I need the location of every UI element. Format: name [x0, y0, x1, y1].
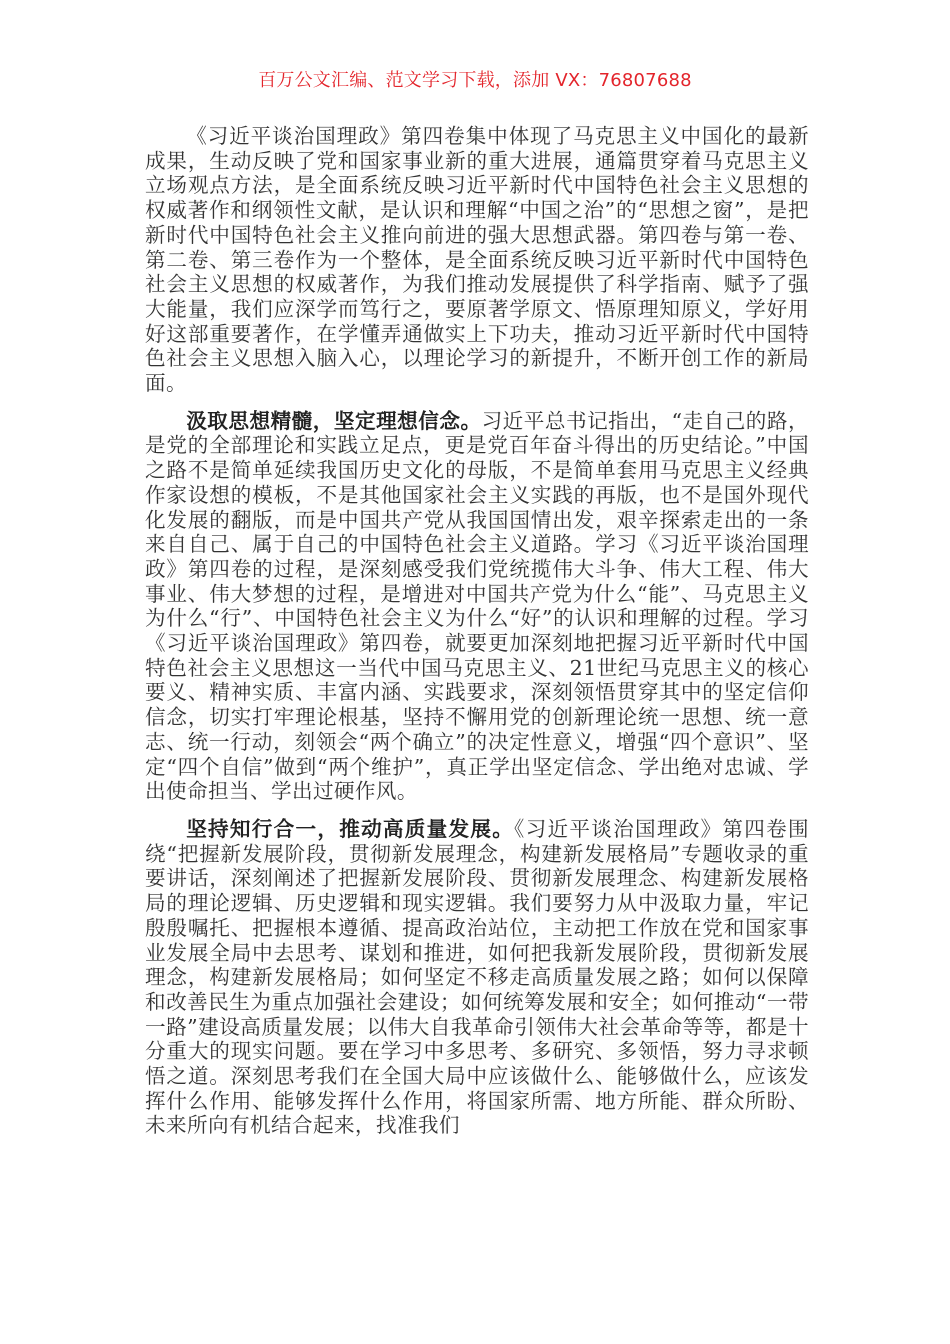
paragraph-heading: 坚持知行合一，推动高质量发展。 [186, 816, 515, 841]
header-banner: 百万公文汇编、范文学习下载，添加 VX：76807688 [258, 70, 692, 91]
paragraph-ideals [145, 409, 809, 804]
paragraph-intro [145, 124, 809, 396]
paragraph-heading: 汲取思想精髓，坚定理想信念。 [186, 408, 482, 433]
paragraph-text: 习近平总书记指出，“走自己的路，是党的全部理论和实践立足点，更是党百年奋斗得出的历史结论。”中国之路不是简单延续我国历史文化的母版，不是简单套用马克思主义经典作家设想的模板，不是其他国家社会主义实践的再版，也不是国外现代化发展的翻版，而是中国共产党从我国国情出发，艰辛探索走出的一条来自自己、属于自己的中国特色社会主义道路。学习《习近平谈治国理政》第四卷的过程，是深刻感受我们党统揽伟大斗争、伟大工程、伟大事业、伟大梦想的过程，是增进对中国共产党为什么“能”、马克思主义为什么“行”、中国特色社会主义为什么“好”的认识和理解的过程。学习《习近平谈治国理政》第四卷，就要更加深刻地把握习近平新时代中国特色社会主义思想这一当代中国马克思主义、21世纪马克思主义的核心要义、精神实质、丰富内涵、实践要求，深刻领悟贯穿其中的坚定信仰信念，切实打牢理论根基，坚持不懈用党的创新理论统一思想、统一意志、统一行动，刻领会“两个确立”的决定性意义，增强“四个意识”、坚定“四个自信”做到“两个维护”，真正学出坚定信念、学出绝对忠诚、学出使命担当、学出过硬作风。 [145, 408, 809, 804]
paragraph-text: 《习近平谈治国理政》第四卷集中体现了马克思主义中国化的最新成果，生动反映了党和国家事业新的重大进展，通篇贯穿着马克思主义立场观点方法，是全面系统反映习近平新时代中国特色社会主义思想的权威著作和纲领性文献，是认识和理解“中国之治”的“思想之窗”，是把新时代中国特色社会主义推向前进的强大思想武器。第四卷与第一卷、第二卷、第三卷作为一个整体，是全面系统反映习近平新时代中国特色社会主义思想的权威著作，为我们推动发展提供了科学指南、赋予了强大能量，我们应深学而笃行之，要原著学原文、悟原理知原义，学好用好这部重要著作，在学懂弄通做实上下功夫，推动习近平新时代中国特色社会主义思想入脑入心，以理论学习的新提升，不断开创工作的新局面。 [145, 124, 809, 396]
paragraph-text: 《习近平谈治国理政》第四卷围绕“把握新发展阶段，贯彻新发展理念，构建新发展格局”专题收录的重要讲话，深刻阐述了把握新发展阶段、贯彻新发展理念、构建新发展格局的理论逻辑、历史逻辑和现实逻辑。我们要努力从中汲取力量，牢记殷殷嘱托、把握根本遵循、提高政治站位，主动把工作放在党和国家事业发展全局中去思考、谋划和推进，如何把我新发展阶段，贯彻新发展理念，构建新发展格局；如何坚定不移走高质量发展之路；如何以保障和改善民生为重点加强社会建设；如何统筹发展和安全；如何推动“一带一路”建设高质量发展；以伟大自我革命引领伟大社会革命等等，都是十分重大的现实问题。要在学习中多思考、多研究、多领悟，努力寻求顿悟之道。深刻思考我们在全国大局中应该做什么、能够做什么，应该发挥什么作用、能够发挥什么作用，将国家所需、地方所能、群众所盼、未来所向有机结合起来，找准我们 [145, 816, 809, 1138]
paragraph-development [145, 817, 809, 1138]
document-body [145, 124, 809, 1151]
